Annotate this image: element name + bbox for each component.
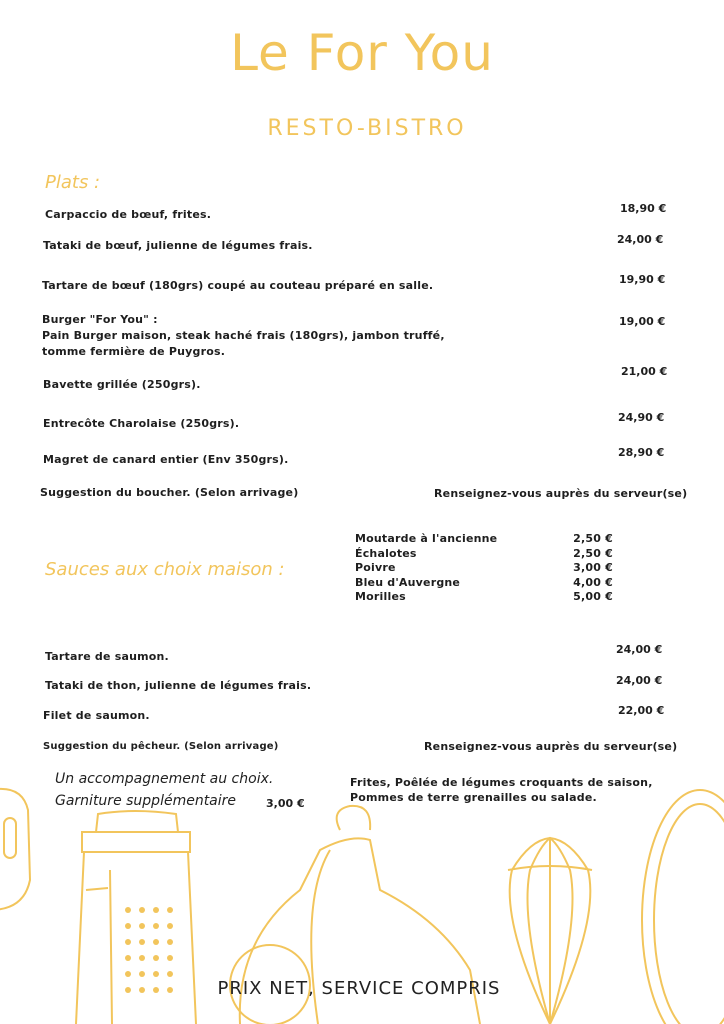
footer-note: PRIX NET, SERVICE COMPRIS (217, 978, 501, 999)
restaurant-title: Le For You (230, 24, 494, 82)
sauce-name: Bleu d'Auvergne (355, 575, 461, 589)
side-options-line: Pommes de terre grenailles ou salade. (350, 791, 597, 804)
fish-suggestion: Suggestion du pêcheur. (Selon arrivage) (43, 741, 279, 752)
dish-price: 28,90 € (618, 446, 665, 459)
butcher-suggestion: Suggestion du boucher. (Selon arrivage) (40, 486, 299, 499)
dish-price: 19,90 € (619, 273, 666, 286)
side-dish-intro: Un accompagnement au choix. (55, 771, 274, 787)
dish-name: Magret de canard entier (Env 350grs). (43, 453, 289, 466)
dish-price: 21,00 € (621, 365, 668, 378)
sauce-row (355, 590, 625, 605)
section-title-sauces: Sauces aux choix maison : (45, 559, 285, 580)
sauce-row (355, 532, 625, 547)
butcher-suggestion-note: Renseignez-vous auprès du serveur(se) (434, 487, 688, 500)
burger-block (42, 312, 445, 360)
dish-name: Burger "For You" : (42, 313, 158, 326)
sauce-name: Morilles (355, 590, 406, 604)
dish-name: Entrecôte Charolaise (250grs). (43, 417, 240, 430)
dish-price: 24,90 € (618, 411, 665, 424)
sauce-row (355, 561, 625, 576)
sauce-price: 2,50 € (573, 532, 613, 545)
sauce-price: 2,50 € (573, 546, 613, 560)
sauce-name: Poivre (355, 561, 396, 575)
dish-name: Bavette grillée (250grs). (43, 378, 201, 391)
section-title-plats: Plats : (45, 172, 101, 193)
fish-suggestion-note: Renseignez-vous auprès du serveur(se) (424, 740, 678, 753)
restaurant-subtitle: RESTO-BISTRO (267, 116, 467, 141)
dish-price: 24,00 € (617, 233, 664, 246)
sauce-name: Moutarde à l'ancienne (355, 532, 498, 545)
dish-price: 18,90 € (620, 202, 667, 215)
dish-name: Tataki de bœuf, julienne de légumes frais. (43, 239, 313, 252)
fish-dish-name: Filet de saumon. (43, 709, 150, 722)
fish-dish-price: 22,00 € (618, 704, 665, 717)
side-options-line: Frites, Poêlée de légumes croquants de saison, (350, 776, 653, 789)
sauce-price: 5,00 € (573, 590, 613, 604)
sauce-row (355, 576, 625, 591)
dish-name: Carpaccio de bœuf, frites. (45, 208, 212, 221)
sauce-list (355, 532, 625, 605)
extra-garnish-label: Garniture supplémentaire (55, 793, 237, 809)
fish-dish-name: Tartare de saumon. (45, 650, 169, 663)
sauce-row (355, 547, 625, 562)
fish-dish-price: 24,00 € (616, 643, 663, 656)
dish-name: Tartare de bœuf (180grs) coupé au couteau préparé en salle. (42, 279, 434, 292)
fish-dish-name: Tataki de thon, julienne de légumes frais. (45, 679, 312, 692)
dish-price: 19,00 € (619, 315, 666, 328)
sauce-price: 4,00 € (573, 575, 613, 589)
sauce-price: 3,00 € (573, 561, 613, 575)
sauce-name: Échalotes (355, 546, 417, 560)
fish-dish-price: 24,00 € (616, 674, 663, 687)
dish-description-line: tomme fermière de Puygros. (42, 345, 226, 358)
dish-description-line: Pain Burger maison, steak haché frais (180grs), jambon truffé, (42, 329, 445, 342)
extra-garnish-price: 3,00 € (266, 797, 305, 810)
